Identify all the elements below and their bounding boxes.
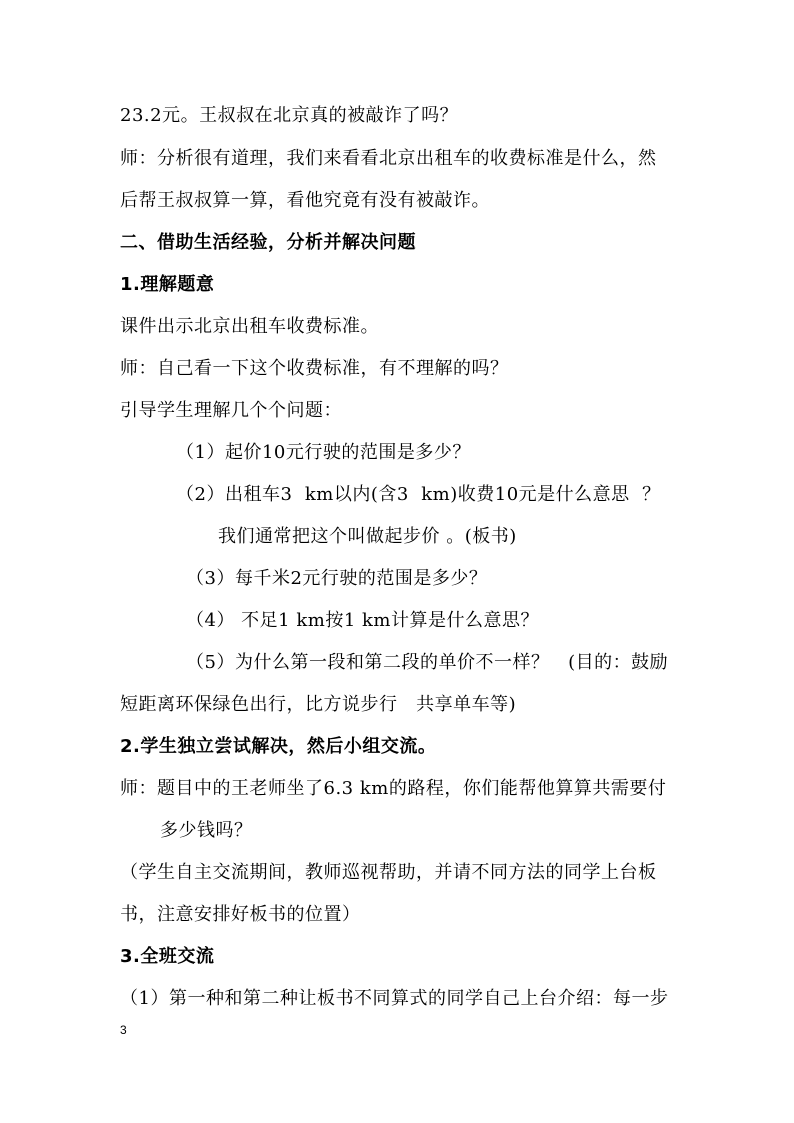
text-line: （1）第一种和第二种让板书不同算式的同学自己上台介绍：每一步	[120, 988, 669, 1009]
text-line: 多少钱吗？	[160, 820, 253, 841]
text-line: 引导学生理解几个个问题：	[120, 400, 342, 421]
list-item: （1）起价10元行驶的范围是多少？	[176, 442, 471, 463]
page-number: 3	[120, 1023, 127, 1037]
subsection-heading: 1.理解题意	[120, 274, 215, 295]
list-item: （4） 不足1 km按1 km计算是什么意思？	[186, 610, 539, 631]
subsection-heading: 2.学生独立尝试解决，然后小组交流。	[120, 736, 437, 757]
text-line: 课件出示北京出租车收费标准。	[120, 316, 379, 337]
subsection-heading: 3.全班交流	[120, 946, 215, 967]
text-line: （学生自主交流期间，教师巡视帮助，并请不同方法的同学上台板	[120, 862, 657, 883]
text-line: 23.2元。王叔叔在北京真的被敲诈了吗？	[120, 105, 459, 126]
text-line: 短距离环保绿色出行，比方说步行 共享单车等)	[120, 694, 517, 715]
list-item: （2）出租车3 km以内(含3 km)收费10元是什么意思 ？	[176, 484, 661, 505]
list-item: （5）为什么第一段和第二段的单价不一样？ (目的：鼓励	[186, 652, 669, 673]
list-item-continuation: 我们通常把这个叫做起步价 。(板书)	[218, 526, 517, 547]
text-line: 书，注意安排好板书的位置）	[120, 904, 361, 925]
section-heading: 二、借助生活经验，分析并解决问题	[120, 232, 416, 253]
text-line: 师：自己看一下这个收费标准，有不理解的吗？	[120, 358, 509, 379]
text-line: 后帮王叔叔算一算，看他究竟有没有被敲诈。	[120, 190, 490, 211]
text-line: 师：分析很有道理，我们来看看北京出租车的收费标准是什么，然	[120, 148, 657, 169]
list-item: （3）每千米2元行驶的范围是多少？	[186, 568, 488, 589]
text-line: 师：题目中的王老师坐了6.3 km的路程，你们能帮他算算共需要付	[120, 778, 667, 799]
